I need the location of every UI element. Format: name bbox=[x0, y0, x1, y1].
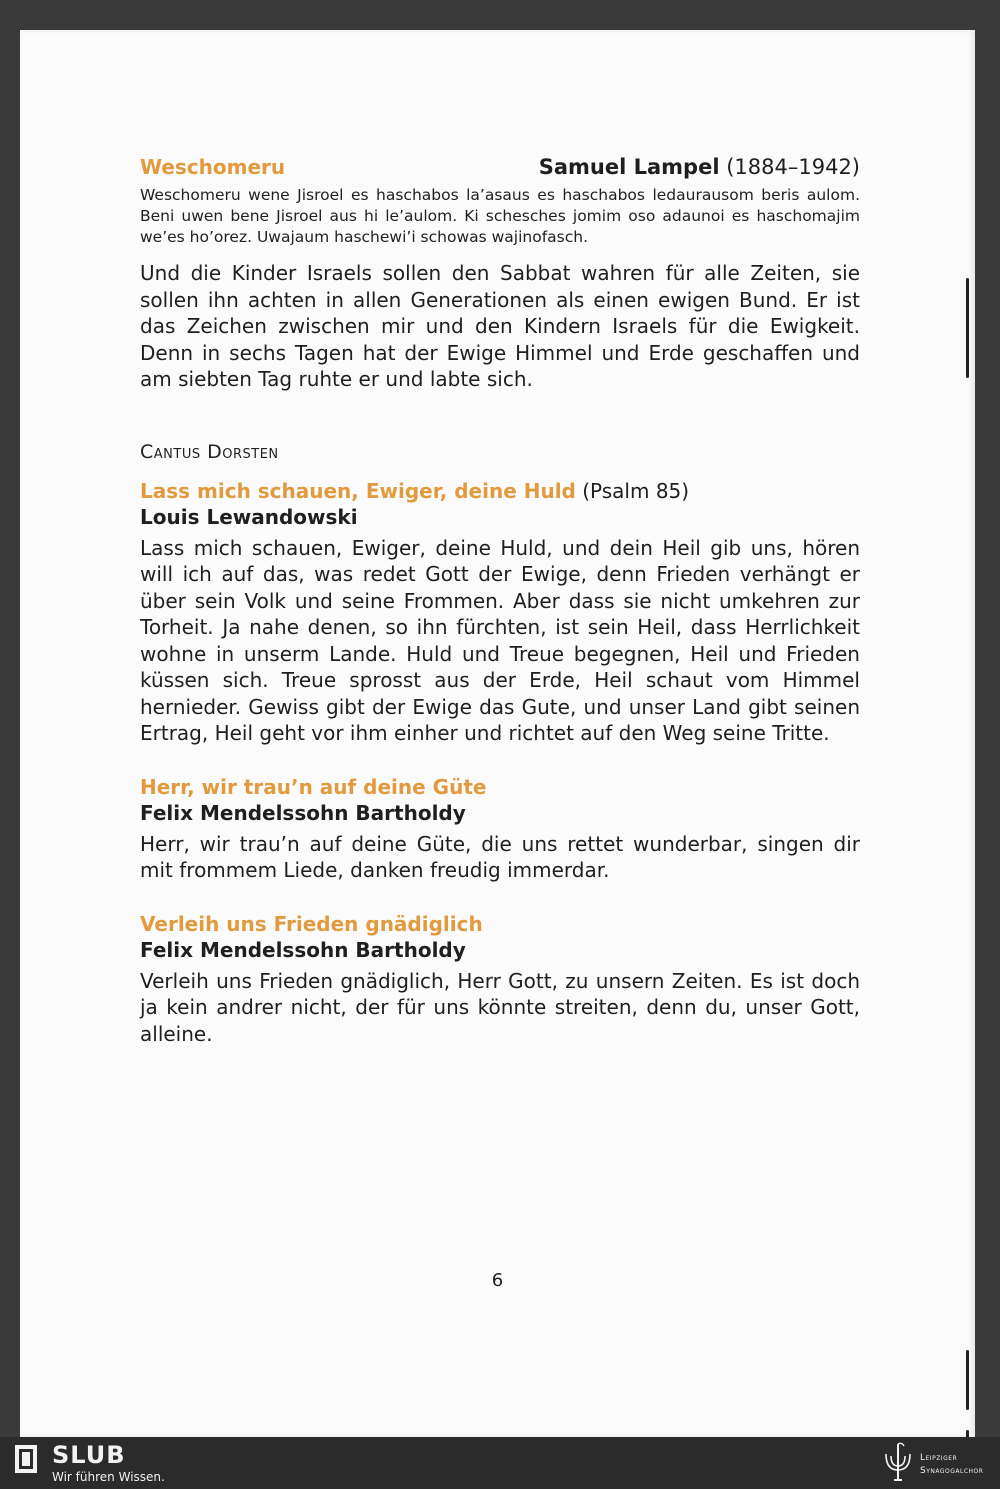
composer-name: Louis Lewandowski bbox=[140, 504, 358, 529]
staple-mark bbox=[966, 328, 969, 378]
choir-logo-text bbox=[920, 1452, 983, 1478]
staple-mark bbox=[966, 1350, 969, 1410]
translation-text: Und die Kinder Israels sollen den Sabbat wahren für alle Zeiten, sie sollen ihn achten in allen Generationen als einen ewigen Bund. Er ist das Zeichen zwischen mir und den Kindern Israels für die Ewigkeit. Denn in sechs Tagen hat der Ewige Himmel und Erde geschaffen und am siebten Tag ruhte er und labte sich. bbox=[140, 261, 860, 391]
page-content bbox=[140, 155, 860, 1047]
menorah-logo-icon bbox=[880, 1440, 916, 1486]
composer-line bbox=[539, 155, 860, 179]
song-title: Verleih uns Frieden gnädiglich bbox=[140, 911, 483, 936]
library-tagline: Wir führen Wissen. bbox=[52, 1470, 165, 1484]
booklet-page bbox=[20, 30, 975, 1437]
choir-name-line1: Leipziger bbox=[920, 1453, 958, 1463]
psalm-reference: (Psalm 85) bbox=[582, 478, 690, 503]
page-number: 6 bbox=[491, 1270, 504, 1291]
composer-years: (1884–1942) bbox=[726, 155, 860, 179]
slub-logo-icon bbox=[14, 1443, 38, 1475]
section-herr-wir-traun bbox=[140, 775, 860, 884]
composer-name: Felix Mendelssohn Bartholdy bbox=[140, 937, 466, 962]
song-text: Lass mich schauen, Ewiger, deine Huld, und dein Heil gib uns, hören will ich auf das, was redet Gott der Ewige, denn Frieden verhängt er über sein Volk und seine Frommen. Aber dass sie nicht umkehren zur Torheit. Ja nahe denen, so ihn fürchten, ist sein Heil, dass Herrlichkeit wohne in unserm Lande. Huld und Treue begegnen, Heil und Frieden küssen sich. Treue sprosst aus der Erde, Heil schaut vom Himmel hernieder. Gewiss gibt der Ewige das Gute, und unser Land gibt seinen Ertrag, Heil geht vor ihm einher und richtet auf den Weg seine Tritte. bbox=[140, 535, 860, 745]
library-name[interactable]: SLUB bbox=[52, 1441, 126, 1469]
transliteration-text: Weschomeru wene Jisroel es haschabos la’asaus es haschabos ledaurausom beris aulom. Beni uwen bene Jisroel aus hi le’aulom. Ki schesches jomim oso adaunoi es haschomajim we’es ho’orez. Uwajaum haschewi’i schowas wajinofasch. bbox=[140, 186, 860, 246]
song-text: Herr, wir trau’n auf deine Güte, die uns rettet wunderbar, singen dir mit frommem Liede, danken freudig immerdar. bbox=[140, 831, 860, 882]
section-weschomeru bbox=[140, 155, 860, 393]
choir-name-line2: Synagogalchor bbox=[920, 1466, 984, 1476]
song-title: Weschomeru bbox=[140, 155, 286, 179]
section-header bbox=[140, 155, 860, 179]
section-verleih-uns-frieden bbox=[140, 912, 860, 1048]
section-lass-mich-schauen bbox=[140, 479, 860, 747]
footer-bar bbox=[0, 1437, 1000, 1489]
composer-name: Felix Mendelssohn Bartholdy bbox=[140, 800, 466, 825]
song-title-line bbox=[140, 479, 860, 503]
choir-label: Cantus Dorsten bbox=[140, 440, 279, 463]
composer-name: Samuel Lampel bbox=[538, 155, 720, 179]
song-text: Verleih uns Frieden gnädiglich, Herr Gott, zu unsern Zeiten. Es ist doch ja kein andrer nicht, der für uns könnte streiten, denn du, unser Gott, alleine. bbox=[140, 968, 860, 1046]
song-title: Herr, wir trau’n auf deine Güte bbox=[140, 774, 487, 799]
song-title: Lass mich schauen, Ewiger, deine Huld bbox=[140, 478, 576, 503]
